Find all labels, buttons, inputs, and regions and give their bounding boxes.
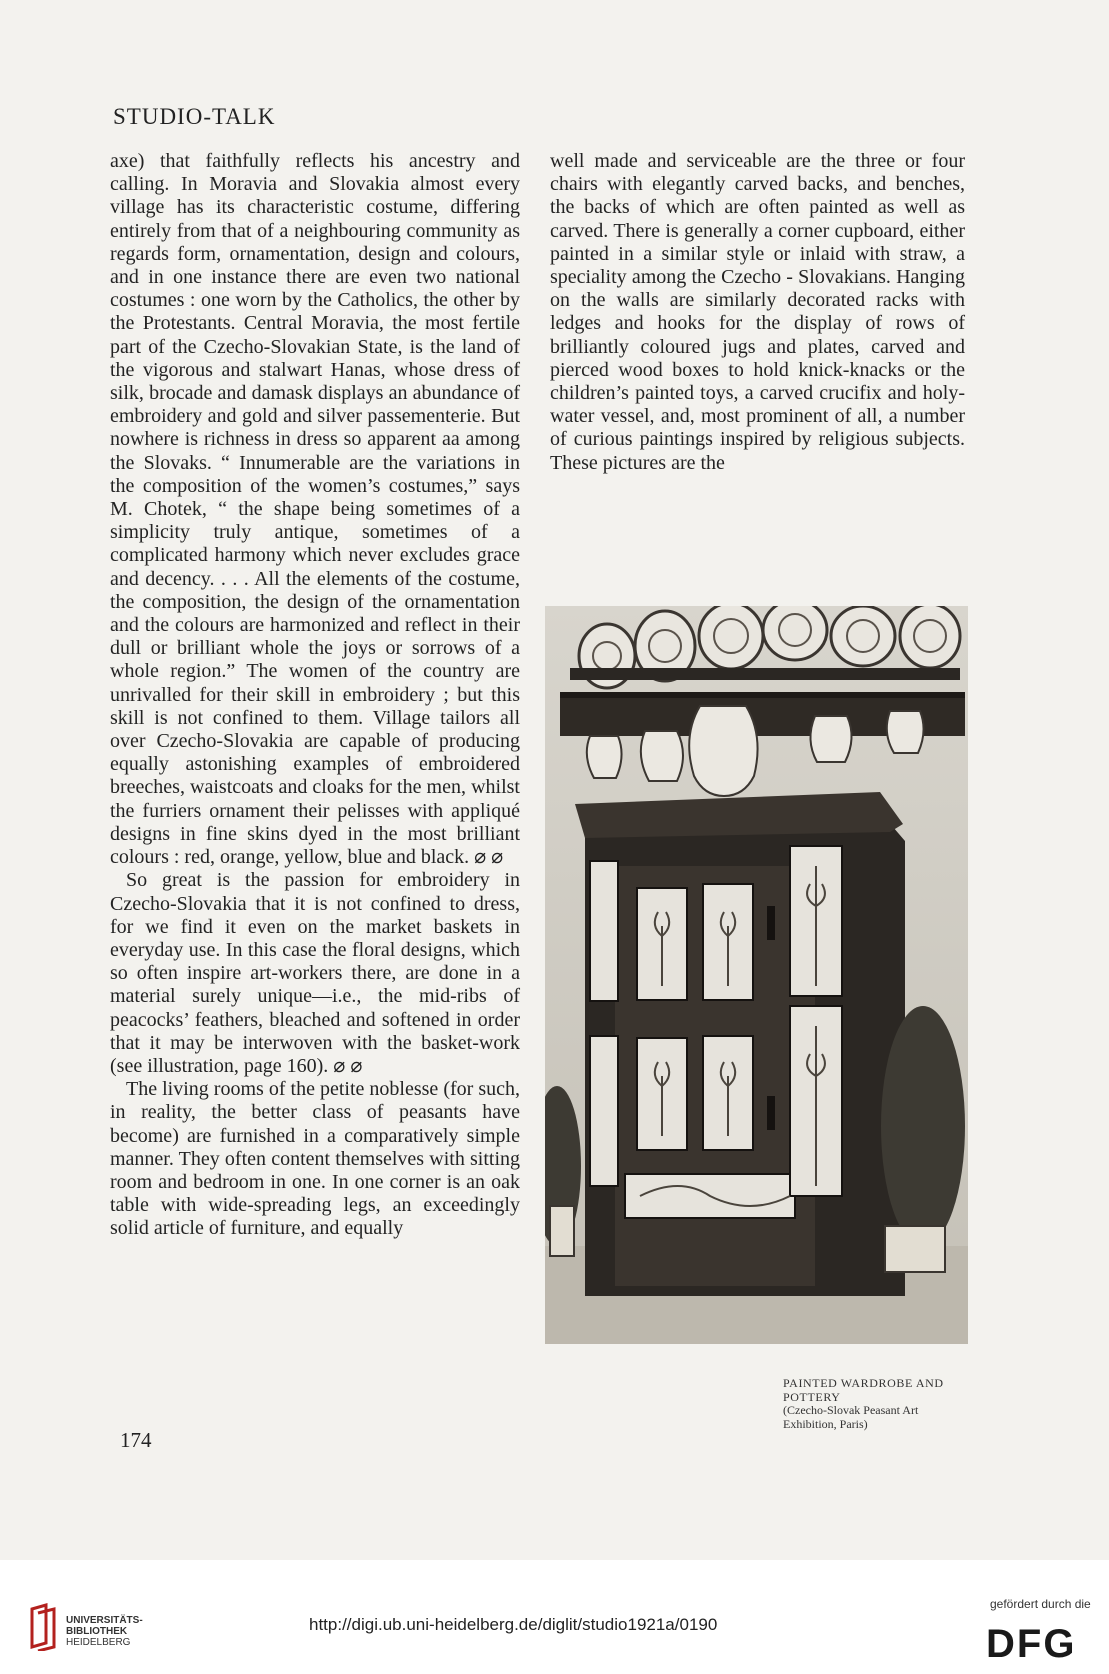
library-line: BIBLIOTHEK [66,1626,128,1637]
caption-title: PAINTED WARDROBE AND POTTERY [783,1376,944,1404]
dfg-logo: DFG [986,1622,1077,1666]
funding-note: gefördert durch die [990,1597,1091,1611]
right-column [550,150,965,475]
wardrobe-photo [545,606,968,1344]
left-column [110,150,520,1241]
running-head: STUDIO-TALK [113,104,276,129]
paragraph: The living rooms of the petite noblesse (for such, in reality, the better class of peasants have become) are furnished in a comparatively simple manner. They often content themselves with sitting room and bedroom in one. In one corner is an oak table with wide-spreading legs, an exceedingly solid article of furniture, and equally [110,1078,520,1240]
paragraph: axe) that faithfully reflects his ancestry and calling. In Moravia and Slovakia almost every village has its characteristic costume, differing entirely from that of a neighbouring community as regards form, ornamentation, design and colours, and in one instance there are even two national costumes : one worn by the Catholics, the other by the Protestants. Central Moravia, the most fertile part of the Czecho-Slovakian State, is the land of the vigorous and stalwart Hanas, whose dress of silk, brocade and damask displays an abundance of embroidery and gold and silver passementerie. But nowhere is richness in dress so apparent aa among the Slovaks. “ Innumerable are the variations in the composition of the women’s costumes,” says M. Chotek, “ the shape being sometimes of a simplicity truly antique, sometimes of a complicated harmony which never excludes grace and decency. . . . All the elements of the costume, the composition, the design of the ornamentation and the colours are harmonized and reflect in their dull or brilliant whole the joys or sorrows of a whole region.” The women of the country are unrivalled for their skill in embroidery ; but this skill is not confined to them. Village tailors all over Czecho-Slovakia are capable of producing equally astonishing examples of embroidered breeches, waistcoats and cloaks for the men, whilst the furriers ornament their pelisses with appliqué designs in fine skins dyed in the most brilliant colours : red, orange, yellow, blue and black. ⌀ ⌀ [110,150,520,869]
footer-bar [0,1560,1109,1674]
wardrobe [575,792,905,1296]
library-name [66,1615,143,1648]
library-line: UNIVERSITÄTS- [66,1615,143,1626]
paragraph: So great is the passion for embroidery in Czecho-Slovakia that it is not confined to dress, for we find it even on the market baskets in everyday use. In this case the floral designs, which so often inspire art-workers there, are done in a material surely unique—i.e., the mid-ribs of peacocks’ feathers, bleached and softened in order that it may be interwoven with the basket-work (see illustration, page 160). ⌀ ⌀ [110,869,520,1077]
figure-caption [783,1377,973,1431]
library-line: HEIDELBERG [66,1637,131,1648]
paragraph: well made and serviceable are the three or four chairs with elegantly carved backs, and benches, the backs of which are often painted as well as carved. There is generally a corner cupboard, either painted in a similar style or inlaid with straw, a speciality among the Czecho - Slovakians. Hanging on the walls are similarly decorated racks with ledges and hooks for the display of rows of brilliantly coloured jugs and plates, carved and pierced wood boxes to hold knick-knacks or the children’s painted toys, a carved crucifix and holy-water vessel, and, most prominent of all, a number of curious paintings inspired by religious subjects. These pictures are the [550,150,965,474]
caption-source: (Czecho-Slovak Peasant Art Exhibition, Paris) [783,1403,919,1431]
page-number: 174 [120,1428,152,1452]
wardrobe-illustration [545,606,968,1344]
permalink-url[interactable]: http://digi.ub.uni-heidelberg.de/diglit/studio1921a/0190 [309,1615,718,1634]
ub-heidelberg-logo-icon [28,1603,60,1651]
